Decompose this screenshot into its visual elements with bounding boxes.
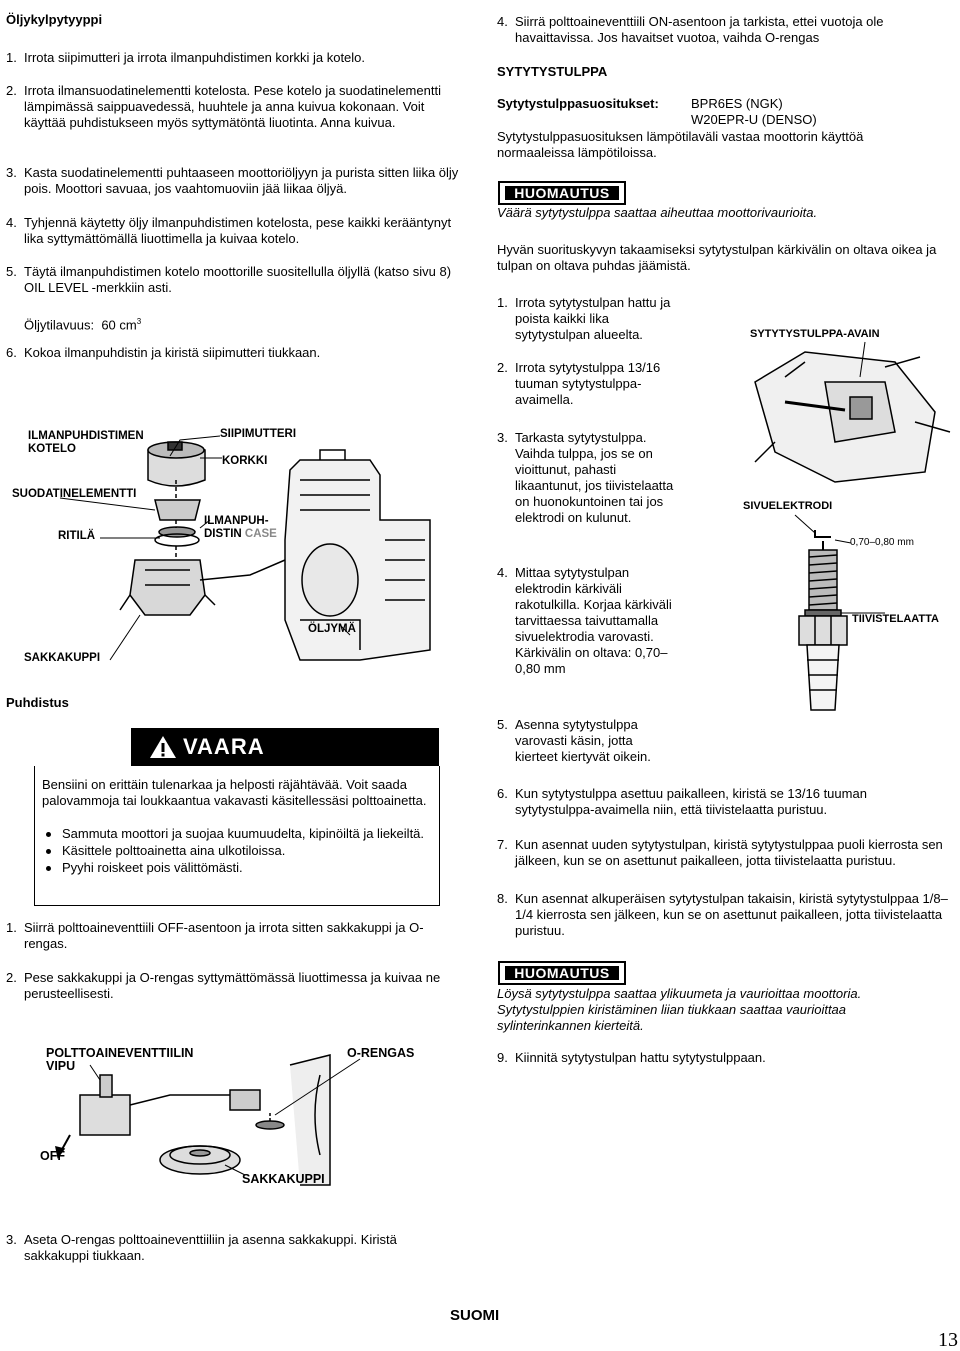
notice-text-2: Löysä sytytystulppa saattaa ylikuumeta ja vaurioittaa moottoria. Sytytystulppien kiristäminen liian tiukkaan saattaa vaurioittaa sylinterinkannen kierteitä. — [497, 986, 862, 1033]
list-item: Pyyhi roiskeet pois välittömästi. — [42, 860, 434, 876]
spark-plug-figure — [735, 495, 957, 715]
label-off: OFF — [40, 1149, 65, 1163]
list-item: 4. Siirrä polttoaineventtiili ON-asentoon ja tarkista, ettei vuotoja ole havaittavissa. Jos havaitset vuotoa, vaihda O-rengas — [497, 14, 884, 45]
list-item: 1. Irrota sytytystulpan hattu ja poista kaikki lika sytytystulpan alueelta. — [497, 295, 671, 342]
list-item: Sammuta moottori ja suojaa kuumuudelta, kipinöiltä ja liekeiltä. — [42, 826, 434, 842]
label-grid: RITILÄ — [58, 530, 96, 542]
recommendation-value-denso: W20EPR-U (DENSO) — [691, 112, 817, 127]
spark-plug-diagram — [735, 495, 957, 715]
notice-text: Väärä sytytystulppa saattaa aiheuttaa moottorivaurioita. — [497, 205, 818, 220]
list-item: 1. Siirrä polttoaineventtiili OFF-asentoon ja irrota sitten sakkakuppi ja O-rengas. — [6, 920, 424, 951]
list-item: 4. Mittaa sytytystulpan elektrodin kärkiväli rakotulkilla. Korjaa kärkiväli tarvittaessa taivuttamalla sivuelektrodia varovasti. Kärkivälin on oltava: 0,70–0,80 mm — [497, 565, 672, 676]
oil-capacity: Öljytilavuus: 60 $cm^3$ — [24, 317, 142, 333]
list-item: 6. Kun sytytystulppa asettuu paikalleen, kiristä se 13/16 tuuman sytytystulppa-avaimella niin, että tiivistelaatta puristuu. — [497, 786, 867, 817]
spark-plug-wrench-figure — [745, 322, 955, 487]
danger-text: Bensiini on erittäin tulenarkaa ja helposti räjähtävää. Voit saada palovammoja tai loukkaantua vakavasti käsitellessäsi polttoainetta. — [42, 777, 427, 808]
list-item: 5. Asenna sytytystulppa varovasti käsin, jotta kierteet kiertyvät oikein. — [497, 717, 651, 764]
cleaning-heading: Puhdistus — [6, 695, 69, 710]
footer-language: SUOMI — [450, 1307, 500, 1324]
label-sediment-cup: SAKKAKUPPI — [24, 652, 101, 664]
list-item: 3. Aseta O-rengas polttoaineventtiiliin ja asenna sakkakuppi. Kiristä sakkakuppi tiukkaan. — [6, 1232, 397, 1263]
fuel-valve-figure — [30, 1035, 450, 1195]
label-side-electrode: SIVUELEKTRODI — [743, 500, 833, 512]
list-item: 6. Kokoa ilmanpuhdistin ja kiristä siipimutteri tiukkaan. — [6, 345, 321, 360]
label-oil: ÖLJYMÄ — [308, 623, 356, 635]
list-item: 2. Irrota sytytystulppa 13/16 tuuman sytytystulppa-avaimella. — [497, 360, 661, 407]
list-item: 9. Kiinnitä sytytystulpan hattu sytytystulppaan. — [497, 1050, 766, 1065]
recommendation-value-ngk: BPR6ES (NGK) — [691, 96, 783, 111]
label-o-ring: O-RENGAS — [347, 1046, 415, 1060]
list-item: 5. Täytä ilmanpuhdistimen kotelo moottorille suositellulla öljyllä (katso sivu 8) OIL LEVEL -merkkiin asti. — [6, 264, 452, 295]
list-item: 3. Tarkasta sytytystulppa. Vaihda tulppa, jos se on vioittunut, pahasti likaantunut, jos tiivistelaatta on huonokuntoinen tai jos elektrodi on kulunut. — [497, 430, 674, 525]
danger-banner — [131, 728, 439, 766]
intro-text: Hyvän suorituskyvyn takaamiseksi sytytystulpan kärkivälin on oltava oikea ja tulpan on oltava puhdas jäämistä. — [497, 242, 937, 273]
list-item: Käsittele polttoainetta aina ulkotiloissa. — [42, 843, 434, 859]
label-cap: KORKKI — [222, 455, 268, 467]
page-number: 13 — [938, 1329, 958, 1351]
danger-label: VAARA — [183, 734, 265, 759]
list-item: 2. Irrota ilmansuodatinelementti kotelosta. Pese kotelo ja suodatinelementti lämpimässä saippuavedessä, huuhtele ja anna kuivua kokonaan. Voit käyttää puhdistukseen myös syttymätöntä liuotinta. Anna kuivua. — [6, 83, 441, 130]
spark-plug-wrench-diagram — [745, 322, 955, 487]
list-item: 4. Tyhjennä käytetty öljy ilmanpuhdistimen kotelosta, pese kaikki kerääntynyt lika syttymättömällä liuottimella ja kuivaa kotelo. — [6, 215, 452, 246]
danger-bullet-list — [42, 826, 434, 876]
label-cover: ILMANPUHDISTIMEN KOTELO — [28, 430, 144, 455]
air-cleaner-figure — [0, 420, 470, 690]
list-item: 7. Kun asennat uuden sytytystulpan, kiristä sytytystulppaa puoli kierrosta sen jälkeen, kun se on asettunut paikalleen, jotta tiivistelaatta puristuu. — [497, 837, 943, 868]
recommendation-note: Sytytystulppasuosituksen lämpötilaväli vastaa moottorin käyttöä normaaleissa lämpötiloissa. — [497, 129, 864, 160]
notice-badge-2: HUOMAUTUS — [498, 961, 626, 985]
notice-badge: HUOMAUTUS — [498, 181, 626, 205]
list-item: 3. Kasta suodatinelementti puhtaaseen moottoriöljyyn ja purista sitten liika öljy pois. Moottori savuaa, jos vaahtomuoviin jää liikaa öljyä. — [6, 165, 459, 196]
label-fuel-valve-lever: POLTTOAINEVENTTIILIN VIPU — [46, 1046, 194, 1073]
list-item: 8. Kun asennat alkuperäisen sytytystulpan takaisin, kiristä sytytystulppaa 1/8–1/4 kierrosta sen jälkeen, kun se on asettunut paikalleen, jotta tiivistelaatta puristuu. — [497, 891, 948, 938]
recommendation-label: Sytytystulppasuositukset: — [497, 96, 659, 111]
list-item: 1. Irrota siipimutteri ja irrota ilmanpuhdistimen korkki ja kotelo. — [6, 50, 366, 65]
label-case: ILMANPUH- DISTIN CASE — [204, 515, 277, 540]
list-item: 2. Pese sakkakuppi ja O-rengas syttymättömässä liuottimessa ja kuivaa ne perusteellisesti. — [6, 970, 441, 1001]
label-gap: 0,70–0,80 mm — [850, 537, 914, 548]
label-sediment-cup-2: SAKKAKUPPI — [242, 1172, 325, 1186]
label-washer: TIIVISTELAATTA — [852, 613, 939, 625]
label-element: SUODATINELEMENTTI — [12, 488, 137, 500]
label-wrench: SYTYTYSTULPPA-AVAIN — [750, 328, 880, 340]
page-heading-oil-bath: Öljykylpytyyppi — [6, 12, 103, 27]
label-wingnut: SIIPIMUTTERI — [220, 428, 297, 440]
spark-plug-heading: SYTYTYSTULPPA — [497, 64, 608, 79]
danger-box — [34, 766, 440, 906]
warning-triangle-icon — [149, 735, 177, 759]
